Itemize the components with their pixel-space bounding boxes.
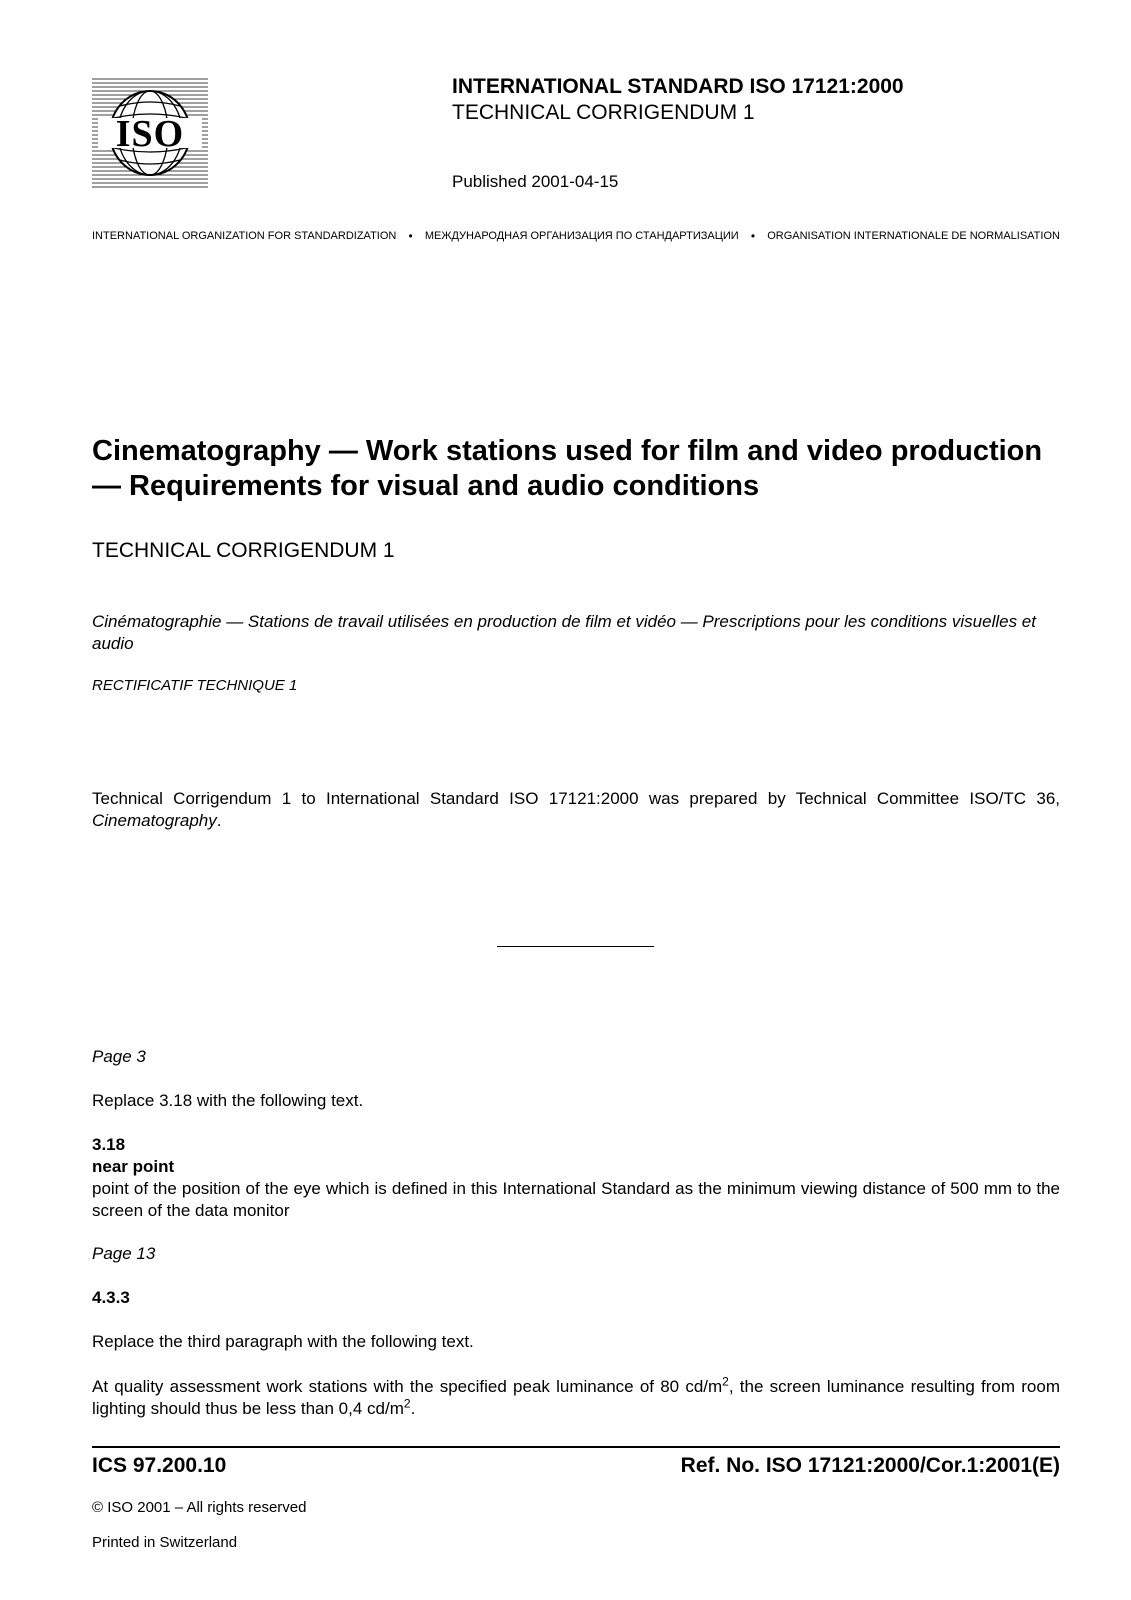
french-title: Cinématographie — Stations de travail utilisées en production de film et vidéo — Prescriptions pour les conditions visuelles et audio <box>92 612 1036 653</box>
clause-number: 4.3.3 <box>92 1288 130 1307</box>
organization-line <box>92 229 1060 243</box>
intro-text: Technical Corrigendum 1 to International Standard ISO 17121:2000 was prepared by Technical Committee ISO/TC 36, <box>92 789 1060 808</box>
copyright-notice: © ISO 2001 – All rights reserved <box>92 1499 307 1516</box>
standard-title: INTERNATIONAL STANDARD ISO 17121:2000 <box>452 75 904 98</box>
term-definition: point of the position of the eye which is defined in this International Standard as the minimum viewing distance of 500 mm to the screen of the data monitor <box>92 1179 1060 1220</box>
printed-notice: Printed in Switzerland <box>92 1534 238 1551</box>
footer-rule <box>92 1446 1060 1448</box>
org-separator: • <box>750 229 756 243</box>
page-reference: Page 3 <box>92 1047 146 1066</box>
replacement-paragraph <box>92 1376 1060 1420</box>
committee-name: Cinematography <box>92 811 217 830</box>
iso-logo <box>92 78 208 188</box>
corrigendum-label: TECHNICAL CORRIGENDUM 1 <box>452 101 755 124</box>
iso-logo-text: ISO <box>115 113 185 155</box>
org-name-en: INTERNATIONAL ORGANIZATION FOR STANDARDIZATION <box>92 230 397 242</box>
term: near point <box>92 1157 175 1176</box>
title-corrigendum: TECHNICAL CORRIGENDUM 1 <box>92 539 395 562</box>
superscript: 2 <box>722 1374 729 1389</box>
published-date: Published 2001-04-15 <box>452 172 619 191</box>
org-separator: • <box>408 229 413 243</box>
reference-number: Ref. No. ISO 17121:2000/Cor.1:2001(E) <box>680 1454 1060 1477</box>
page-reference: Page 13 <box>92 1244 156 1263</box>
french-corrigendum: RECTIFICATIF TECHNIQUE 1 <box>92 677 298 694</box>
intro-end: . <box>216 811 222 830</box>
org-name-ru: МЕЖДУНАРОДНАЯ ОРГАНИЗАЦИЯ ПО СТАНДАРТИЗАЦИИ <box>424 230 739 242</box>
superscript: 2 <box>403 1396 411 1411</box>
para-text: . <box>410 1399 416 1418</box>
ics-code: ICS 97.200.10 <box>92 1454 227 1477</box>
replace-instruction: Replace the third paragraph with the following text. <box>92 1332 474 1351</box>
replace-instruction: Replace 3.18 with the following text. <box>92 1091 364 1110</box>
clause-number: 3.18 <box>92 1135 126 1154</box>
intro-paragraph <box>92 788 1060 832</box>
document-title: Cinematography — Work stations used for film and video production — Requirements for visual and audio conditions <box>92 435 1043 502</box>
org-name-fr: ORGANISATION INTERNATIONALE DE NORMALISATION <box>767 230 1060 242</box>
para-text: , the screen luminance resulting from room lighting should thus be less than 0,4 cd/m <box>92 1377 1060 1418</box>
para-text: At quality assessment work stations with the specified peak luminance of 80 cd/m <box>92 1377 723 1396</box>
separator-rule <box>497 946 654 947</box>
